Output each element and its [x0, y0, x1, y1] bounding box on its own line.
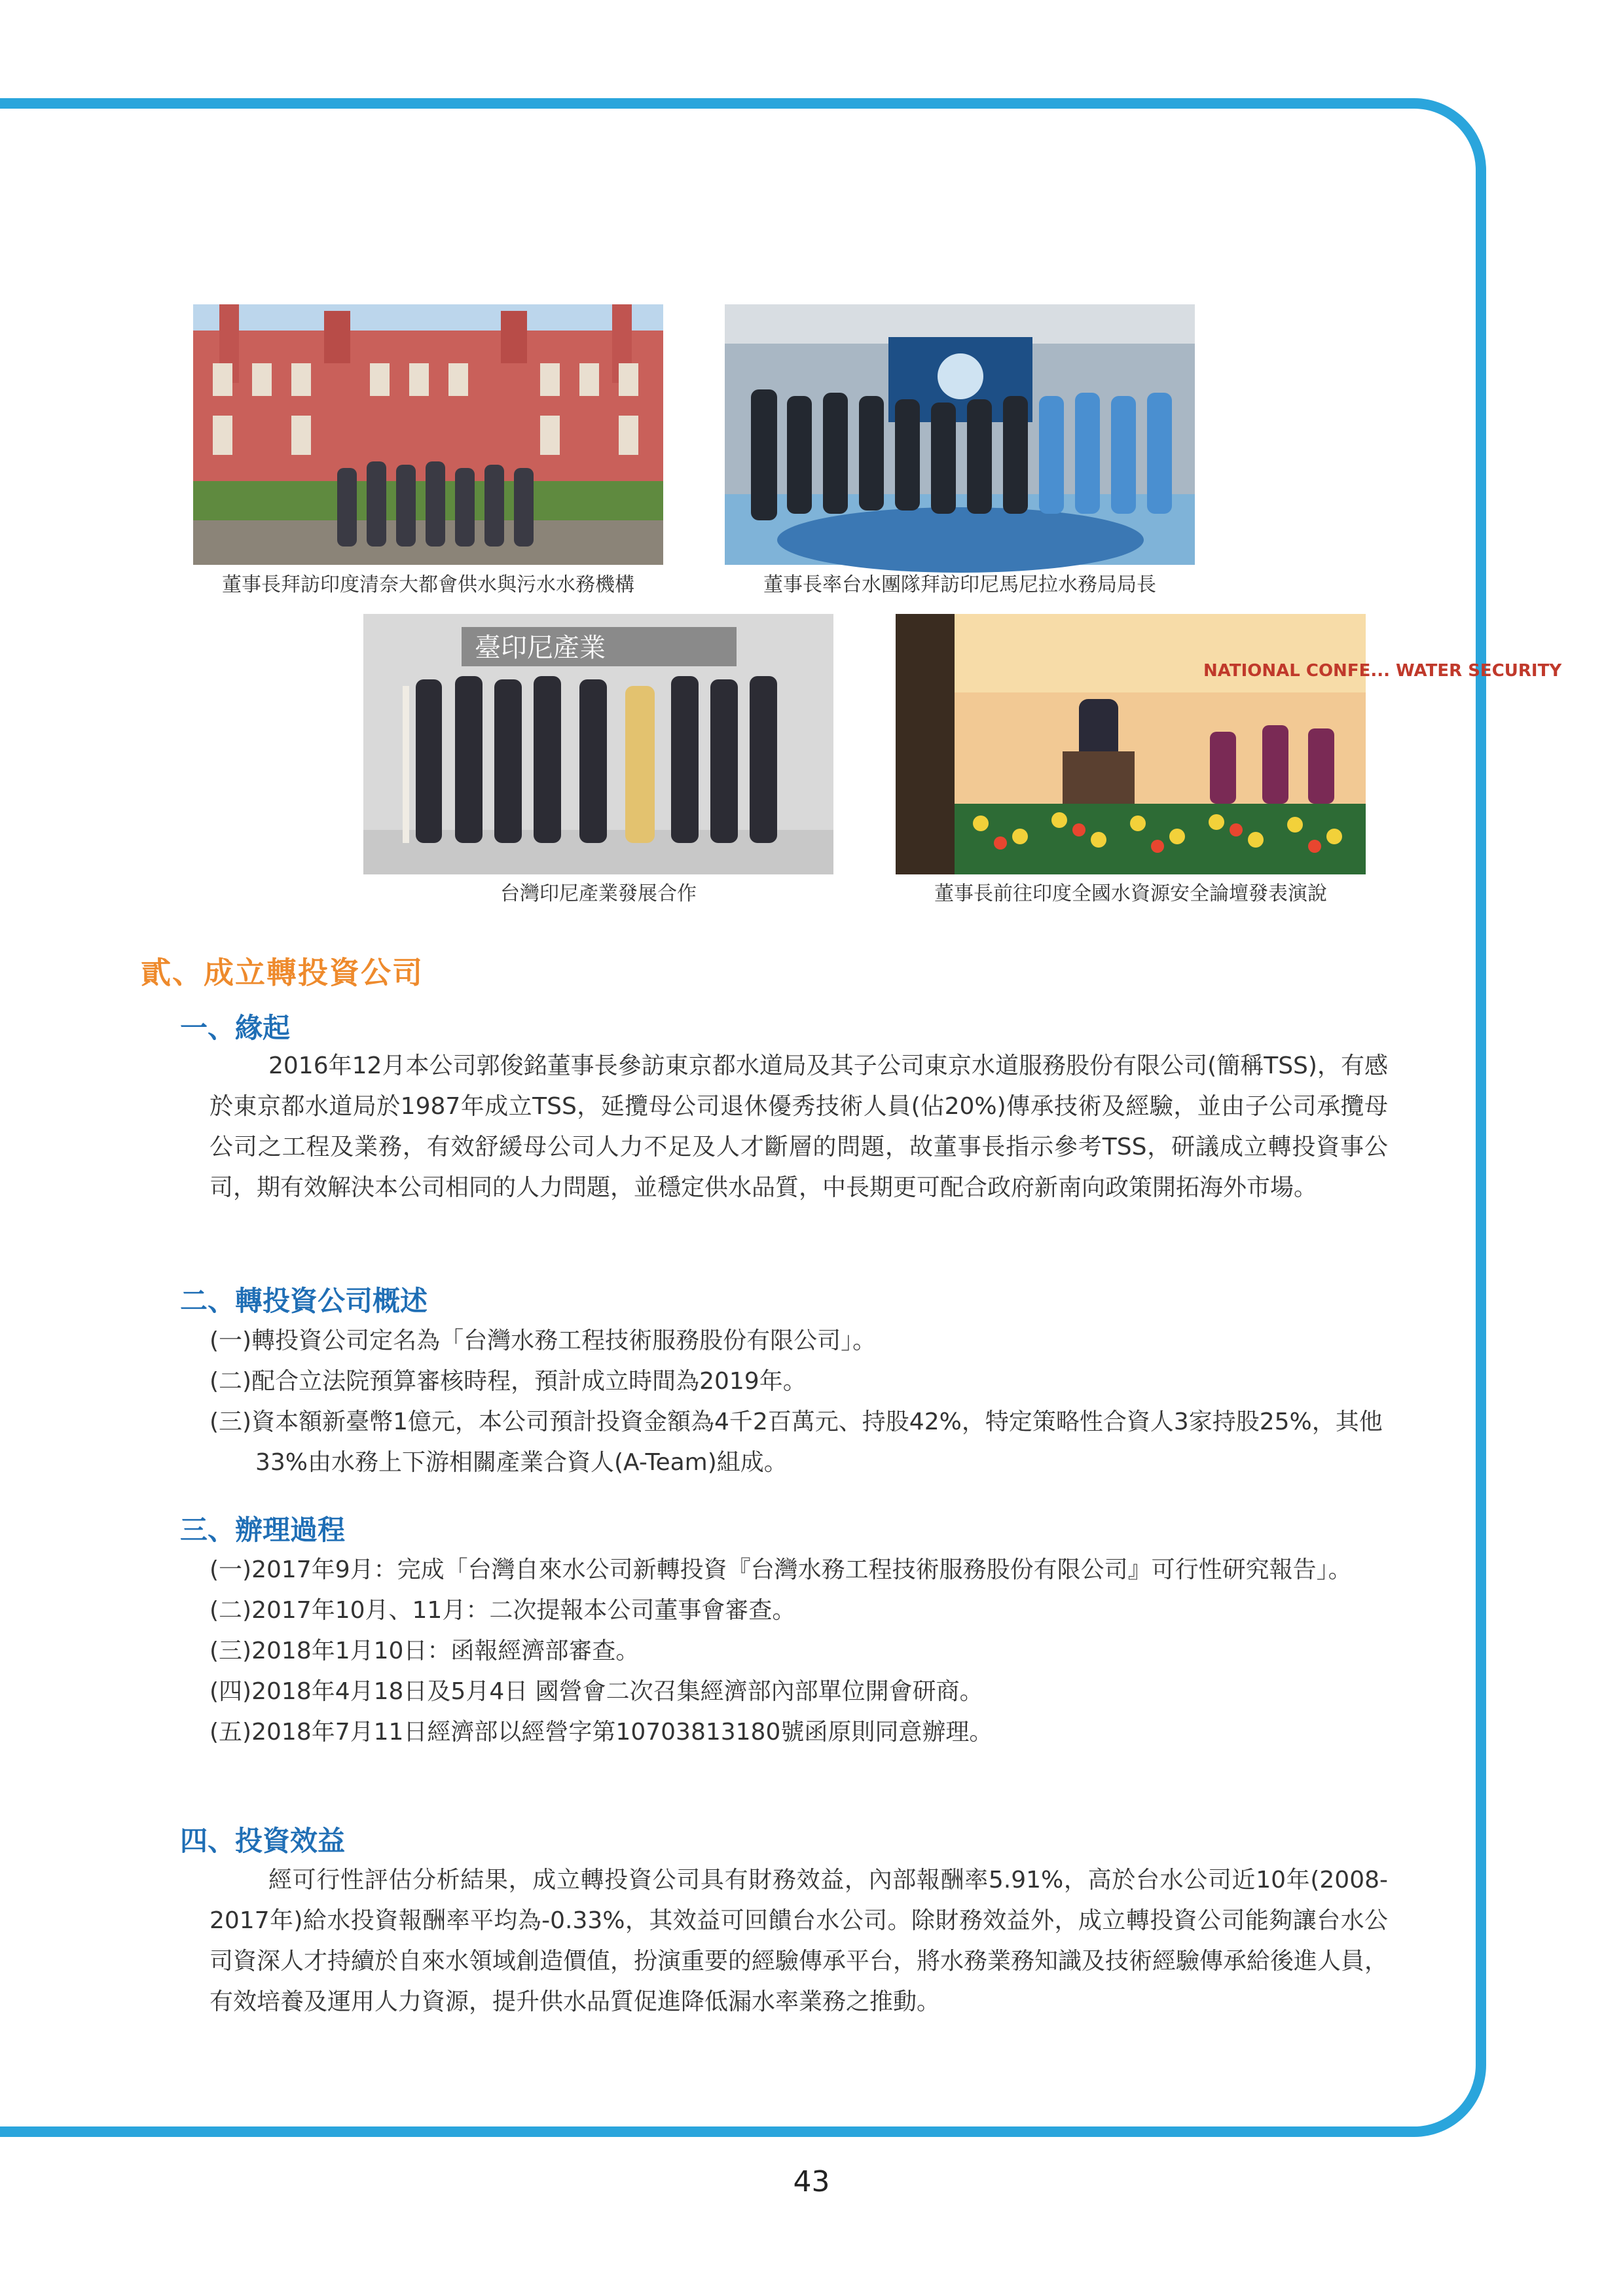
list-item: (五)2018年7月11日經濟部以經營字第10703813180號函原則同意辦理。	[210, 1719, 993, 1746]
photo-manila-team	[725, 304, 1195, 565]
list-item: (二)配合立法院預算審核時程，預計成立時間為2019年。	[210, 1368, 807, 1395]
benefit-paragraph: 經可行性評估分析結果，成立轉投資公司具有財務效益，內部報酬率5.91%，高於台水公司近10年(2008-2017年)給水投資報酬率平均為-0.33%，其效益可回饋台水公司。除財務效益外，成立轉投資公司能夠讓台水公司資深人才持續於自來水領域創造價值，扮演重要的經驗傳承平台，將水務業務知識及技術經驗傳承給後進人員，有效培養及運用人力資源，提升供水品質促進降低漏水率業務之推動。	[210, 1867, 1389, 2015]
photo-taiwan-indonesia	[363, 614, 833, 874]
photo-india-forum	[896, 614, 1562, 874]
heading-origin: 一、緣起	[180, 1012, 291, 1044]
banner-text: 臺印尼產業	[475, 633, 606, 663]
list-item: (三)2018年1月10日：函報經濟部審查。	[210, 1638, 640, 1664]
list-item: (四)2018年4月18日及5月4日 國營會二次召集經濟部內部單位開會研商。	[210, 1678, 983, 1705]
section-title: 貳、成立轉投資公司	[141, 955, 424, 990]
overview-list	[210, 1321, 1388, 1483]
list-item: (二)2017年10月、11月：二次提報本公司董事會審查。	[210, 1597, 796, 1624]
origin-paragraph: 2016年12月本公司郭俊銘董事長參訪東京都水道局及其子公司東京水道服務股份有限公司(簡稱TSS)，有感於東京都水道局於1987年成立TSS，延攬母公司退休優秀技術人員(佔20%)傳承技術及經驗，並由子公司承攬母公司之工程及業務，有效舒緩母公司人力不足及人才斷層的問題，故董事長指示參考TSS，研議成立轉投資事公司，期有效解決本公司相同的人力問題，並穩定供水品質，中長期更可配合政府新南向政策開拓海外市場。	[210, 1052, 1388, 1201]
page-number: 43	[793, 2165, 830, 2198]
banner-text: NATIONAL CONFE... WATER SECURITY	[1203, 661, 1562, 681]
photo-chennai-building	[193, 304, 663, 565]
photo-caption: 董事長前往印度全國水資源安全論壇發表演說	[934, 882, 1327, 905]
photo-caption: 台灣印尼產業發展合作	[500, 882, 697, 905]
heading-overview: 二、轉投資公司概述	[180, 1285, 428, 1317]
list-item: (一)轉投資公司定名為「台灣水務工程技術服務股份有限公司」。	[210, 1327, 877, 1354]
list-item: (三)資本額新臺幣1億元，本公司預計投資金額為4千2百萬元、持股42%，特定策略性合資人3家持股25%，其他33%由水務上下游相關產業合資人(A-Team)組成。	[210, 1408, 1383, 1476]
heading-benefit: 四、投資效益	[180, 1825, 346, 1857]
photo-caption: 董事長率台水團隊拜訪印尼馬尼拉水務局局長	[763, 573, 1156, 596]
heading-process: 三、辦理過程	[180, 1514, 346, 1546]
process-list	[210, 1550, 1388, 1753]
list-item: (一)2017年9月：完成「台灣自來水公司新轉投資『台灣水務工程技術服務股份有限公司』可行性研究報告」。	[210, 1556, 1352, 1583]
photo-caption: 董事長拜訪印度清奈大都會供水與污水水務機構	[222, 573, 634, 596]
